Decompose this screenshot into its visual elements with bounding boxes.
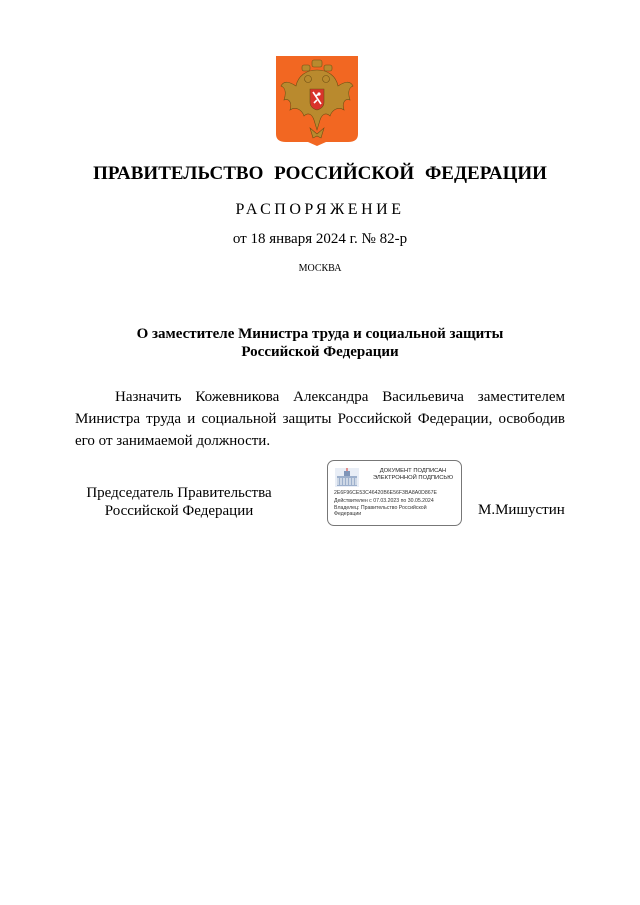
subject-line-2: Российской Федерации <box>241 344 399 360</box>
stamp-heading <box>366 468 460 482</box>
stamp-certificate-id: 2E6F96CE53C46420B6E56F3BA8A0D867E <box>334 490 437 496</box>
signer-name: М.Мишустин <box>478 502 565 518</box>
stamp-owner: Владелец: Правительство Российской Федерации <box>334 505 427 517</box>
document-type: РАСПОРЯЖЕНИЕ <box>235 201 405 218</box>
coat-of-arms-icon <box>276 56 358 146</box>
date-and-number: от 18 января 2024 г. № 82-р <box>232 231 408 247</box>
stamp-heading-line-1: ДОКУМЕНТ ПОДПИСАН <box>379 468 447 474</box>
signer-position-line-1: Председатель Правительства <box>86 485 272 501</box>
order-text: Назначить Кожевникова Александра Васильевича заместителем Министра труда и социальной защиты Российской Федерации, освободив его от занимаемой должности. <box>75 389 565 449</box>
signer-position-line-2: Российской Федерации <box>104 503 254 519</box>
electronic-signature-stamp <box>327 460 462 526</box>
government-building-icon <box>334 467 360 488</box>
signer-position <box>74 484 284 520</box>
city-label: МОСКВА <box>298 263 342 274</box>
organization-title: ПРАВИТЕЛЬСТВО РОССИЙСКОЙ ФЕДЕРАЦИИ <box>93 163 547 184</box>
document-subject <box>0 325 640 361</box>
subject-line-1: О заместителе Министра труда и социальной защиты <box>136 326 504 342</box>
stamp-validity: Действителен с 07.03.2023 по 30.05.2024 <box>334 498 434 504</box>
stamp-heading-line-2: ЭЛЕКТРОННОЙ ПОДПИСЬЮ <box>372 475 454 481</box>
